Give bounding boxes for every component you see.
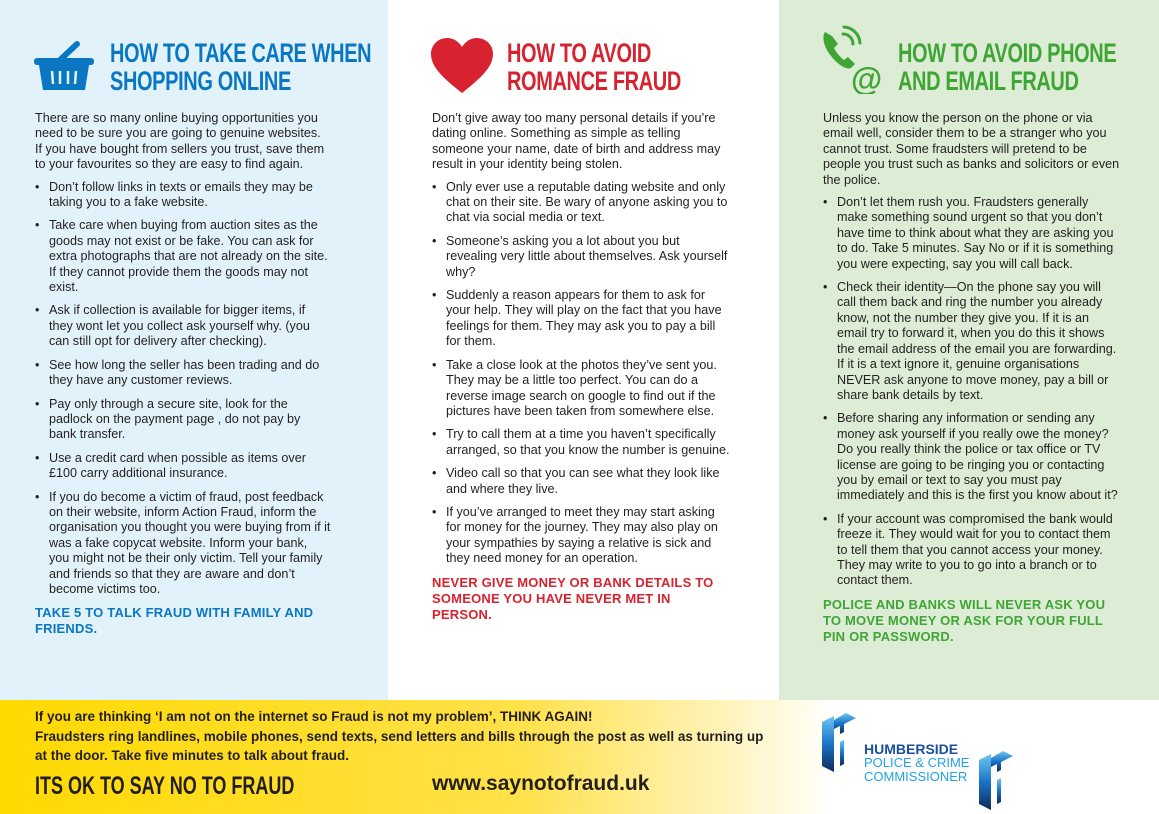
list-item: • Take a close look at the photos they’ve sent you. They may be a little too perfect. You can do a reverse image search on google to find out if the pictures have been taken from somewhere else.	[432, 358, 730, 420]
list-item: • Try to call them at a time you haven’t specifically arranged, so that you know the number is genuine.	[432, 427, 730, 458]
list-item: • Before sharing any information or sending any money ask yourself if you really owe the money? Do you really think the police or tax office or TV license are going to be ringing you or contacting you by email or text to say you must pay immediately and this is the first you know about it?	[823, 411, 1121, 503]
section-body	[432, 111, 730, 623]
tips-list	[432, 180, 730, 567]
list-item: • Use a credit card when possible as items over £100 carry additional insurance.	[35, 451, 331, 482]
phone-email-icon	[819, 24, 889, 99]
phone-email-column	[779, 0, 1159, 700]
tips-list	[823, 195, 1121, 589]
title-line: HOW TO TAKE CARE WHEN	[110, 38, 372, 68]
slogan: ITS OK TO SAY NO TO FRAUD	[35, 772, 295, 800]
list-item: • Ask if collection is available for bigger items, if they wont let you collect ask yourself why. (you can still opt for delivery after checking).	[35, 303, 331, 349]
intro-text: Don’t give away too many personal details if you’re dating online. Something as simple as telling someone your name, date of birth and address may result in your identity being stolen.	[432, 111, 721, 172]
title-line: AND EMAIL FRAUD	[898, 66, 1079, 96]
shopping-column	[0, 0, 388, 700]
section-title	[507, 39, 681, 95]
footer-description: Fraudsters ring landlines, mobile phones, send texts, send letters and bills through the post as well as turning up at the door. Take five minutes to talk about fraud.	[35, 729, 764, 763]
call-to-action: NEVER GIVE MONEY OR BANK DETAILS TO SOMEONE YOU HAVE NEVER MET IN PERSON.	[432, 574, 714, 622]
list-item: • If your account was compromised the bank would freeze it. They would wait for you to contact them to tell them that you cannot access your money. They may write to you to go into a branch or to contact them.	[823, 512, 1121, 589]
title-line: SHOPPING ONLINE	[110, 66, 291, 96]
intro-text: There are so many online buying opportunities you need to be sure you are going to genuine websites. If you have bought from sellers you trust, save them to your favourites so they are easy to find again.	[35, 111, 325, 172]
shopping-basket-icon	[34, 40, 94, 97]
list-item: • Someone’s asking you a lot about you but revealing very little about themselves. Ask yourself why?	[432, 234, 730, 280]
list-item: • Video call so that you can see what they look like and where they live.	[432, 466, 730, 497]
list-item: • Don’t let them rush you. Fraudsters generally make something sound urgent so that you don’t have time to think about what they are asking you to do. Take 5 minutes. Say No or if it is something you were expecting, say you will call back.	[823, 195, 1121, 272]
section-body	[823, 111, 1121, 645]
intro-text: Unless you know the person on the phone or via email well, consider them to be a stranger who you cannot trust. Some fraudsters will pretend to be people you trust such as banks and solicitors or even the police.	[823, 111, 1120, 187]
logo-line: HUMBERSIDE	[864, 741, 959, 757]
section-body	[35, 111, 331, 637]
list-item: • Take care when buying from auction sites as the goods may not exist or be fake. You can ask for extra photographs that are not already on the site. If they cannot provide them the goods may not exist.	[35, 218, 331, 295]
list-item: • See how long the seller has been trading and do they have any customer reviews.	[35, 358, 331, 389]
list-item: • Suddenly a reason appears for them to ask for your help. They will play on the fact that you have feelings for them. They may ask you to pay a bill for them.	[432, 288, 730, 350]
call-to-action: POLICE AND BANKS WILL NEVER ASK YOU TO MOVE MONEY OR ASK FOR YOUR FULL PIN OR PASSWORD.	[823, 596, 1106, 644]
call-to-action: TAKE 5 TO TALK FRAUD WITH FAMILY AND FRIENDS.	[35, 605, 314, 637]
heart-icon	[431, 38, 493, 99]
romance-column	[388, 0, 779, 700]
list-item: • If you’ve arranged to meet they may start asking for money for the journey. They may also play on your sympathies by saying a relative is sick and they need money for an operation.	[432, 505, 730, 567]
logo-emblem-icon	[977, 750, 1013, 812]
logo-line: COMMISSIONER	[864, 769, 968, 784]
list-item: • If you do become a victim of fraud, post feedback on their website, inform Action Fraud, inform the organisation you thought you were buying from if it was a fake copycat website. Inform your bank, you might not be their only victim. Tell your family and friends so that they are aware and don’t become victims too.	[35, 490, 331, 598]
title-line: HOW TO AVOID PHONE	[898, 38, 1117, 68]
website-link[interactable]: www.saynotofraud.uk	[432, 772, 650, 795]
svg-text:@: @	[851, 61, 883, 94]
commissioner-logo	[820, 712, 1020, 812]
logo-text	[864, 742, 969, 784]
section-title	[898, 39, 1116, 95]
footer-band	[0, 700, 1159, 814]
list-item: • Check their identity—On the phone say you will call them back and ring the number you already know, not the number they give you. If it is an email try to forward it, when you do this it shows the email address of the email you are forwarding. If it is a text ignore it, genuine organisations NEVER ask anyone to move money, pay a bill or share bank details by text.	[823, 280, 1121, 403]
title-line: HOW TO AVOID	[507, 38, 651, 68]
footer-warning: If you are thinking ‘I am not on the internet so Fraud is not my problem’, THINK AGAIN!	[35, 709, 593, 724]
logo-line: POLICE & CRIME	[864, 755, 970, 770]
list-item: • Don’t follow links in texts or emails they may be taking you to a fake website.	[35, 180, 331, 211]
list-item: • Pay only through a secure site, look for the padlock on the payment page , do not pay by bank transfer.	[35, 397, 331, 443]
tips-list	[35, 180, 331, 598]
logo-emblem-icon	[820, 712, 856, 774]
list-item: • Only ever use a reputable dating website and only chat on their site. Be wary of anyone asking you to chat via social media or text.	[432, 180, 730, 226]
title-line: ROMANCE FRAUD	[507, 66, 681, 96]
section-title	[110, 39, 371, 95]
